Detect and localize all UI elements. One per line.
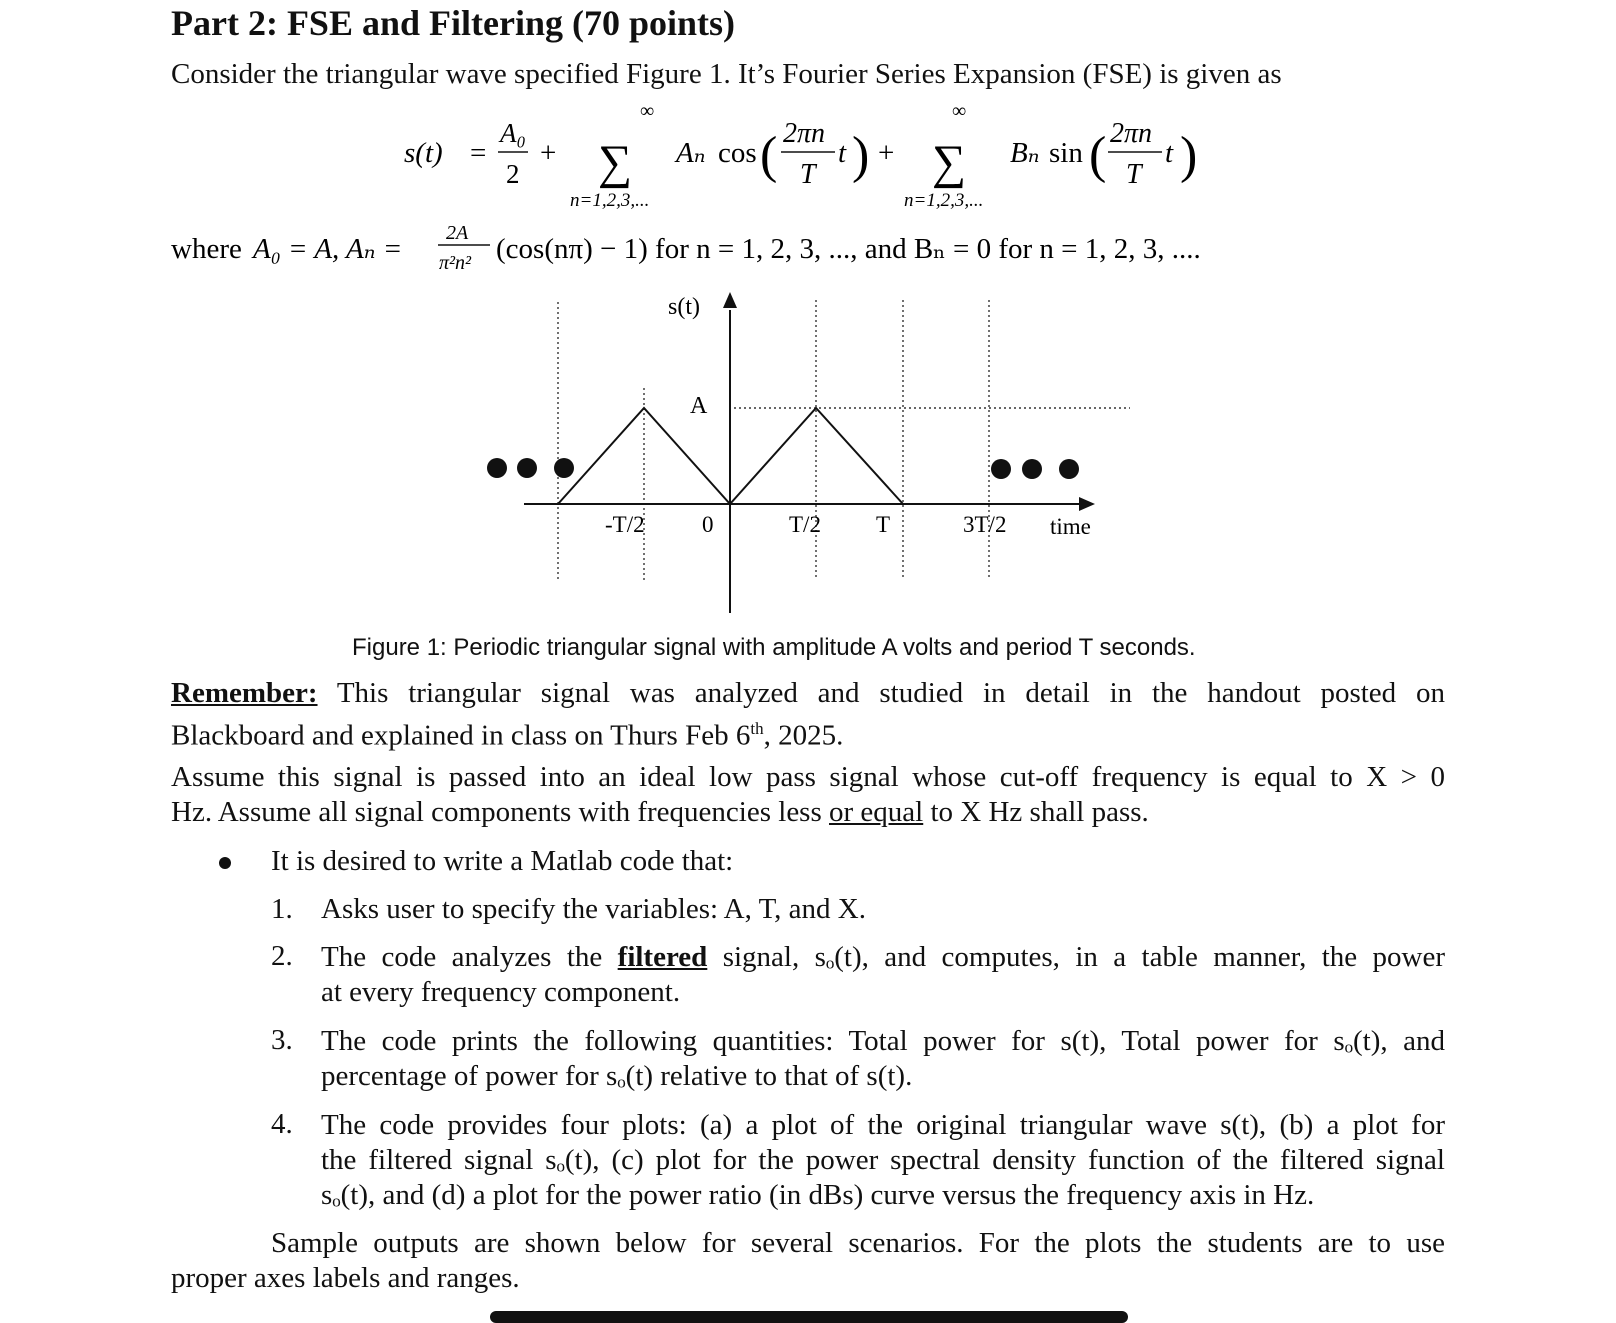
item-2-text — [321, 940, 1445, 1010]
eq-cos-coef: Aₙ — [676, 137, 706, 169]
where-line — [0, 216, 1616, 286]
scroll-indicator[interactable] — [490, 1311, 1128, 1323]
page-title: Part 2: FSE and Filtering (70 points) — [171, 3, 735, 43]
eq-arg2-var: t — [1165, 137, 1174, 169]
assume-line2-post: to X Hz shall pass. — [930, 796, 1149, 828]
y-axis-label: s(t) — [668, 294, 700, 320]
eq-sum2-top: ∞ — [952, 100, 967, 122]
eq-sum2-sigma: ∑ — [932, 136, 967, 189]
item-4-text — [321, 1108, 1445, 1213]
item-4-line1: The code provides four plots: (a) a plot of the original triangular wave s(t), (b) a plot for — [321, 1109, 1445, 1141]
eq-a0-den: 2 — [506, 159, 520, 189]
eq-a0-num: A₀ — [500, 118, 526, 148]
svg-text:+: + — [878, 137, 895, 169]
remember-label: Remember: — [171, 677, 318, 709]
figure-triangular-wave — [0, 280, 1616, 620]
eq-sum1-bottom: n=1,2,3,... — [570, 190, 650, 211]
tick-minus-half-period: -T/2 — [605, 512, 645, 537]
remember-paragraph — [171, 676, 1445, 754]
item-3-line1: The code prints the following quantities: Total power for s(t), Total power for sₒ(t), and — [321, 1025, 1445, 1057]
item-3-line2: percentage of power for sₒ(t) relative to that of s(t). — [321, 1060, 913, 1092]
item-1-text: Asks user to specify the variables: A, T, and X. — [321, 893, 866, 925]
svg-text:(: ( — [760, 127, 778, 184]
where-frac-num: 2A — [446, 222, 469, 244]
where-frac-den: π²n² — [439, 252, 472, 274]
item-2-line2: at every frequency component. — [321, 976, 681, 1008]
figure-caption: Figure 1: Periodic triangular signal with amplitude A volts and period T seconds. — [352, 634, 1196, 661]
svg-text:+: + — [540, 137, 557, 169]
svg-text:): ) — [852, 127, 870, 184]
item-4-number: 4. — [271, 1108, 293, 1140]
eq-sum1-top: ∞ — [640, 100, 655, 122]
amplitude-axis-arrow — [723, 292, 737, 308]
svg-text:(: ( — [1089, 127, 1107, 184]
eq-sum1-sigma: ∑ — [598, 136, 633, 189]
where-rest: (cos(nπ) − 1) for n = 1, 2, 3, ..., and Bₙ = 0 for n = 1, 2, 3, .... — [496, 233, 1201, 265]
eq-lhs: s(t) — [404, 137, 443, 169]
remember-line2-sup: th — [750, 719, 764, 738]
eq-arg1-num: 2πn — [783, 118, 826, 149]
assume-line2-pre: Hz. Assume all signal components with frequencies less — [171, 796, 822, 828]
intro-text: Consider the triangular wave specified Figure 1. It’s Fourier Series Expansion (FSE) is given as — [171, 58, 1282, 90]
remember-line1: This triangular signal was analyzed and studied in detail in the handout posted on — [336, 677, 1445, 709]
tick-three-half-period: 3T/2 — [963, 512, 1007, 537]
bullet-dot — [219, 857, 231, 869]
assume-line1: Assume this signal is passed into an ideal low pass signal whose cut-off frequency is equal to X > 0 — [171, 761, 1445, 793]
tick-zero: 0 — [702, 512, 714, 537]
eq-sin-coef: Bₙ — [1010, 137, 1040, 169]
continuation-dots — [487, 458, 1079, 479]
tick-half-period: T/2 — [789, 512, 821, 537]
eq-arg1-den: T — [800, 159, 816, 190]
eq-sin-fn: sin — [1049, 137, 1083, 169]
item-4-line2: the filtered signal sₒ(t), (c) plot for the power spectral density function of the filtered signal — [321, 1144, 1445, 1176]
eq-sum2-bottom: n=1,2,3,... — [904, 190, 984, 211]
x-axis-label: time — [1050, 514, 1091, 539]
eq-arg2-den: T — [1126, 159, 1142, 190]
remember-line2-pre: Blackboard and explained in class on Thurs Feb 6 — [171, 719, 751, 752]
eq-arg2-num: 2πn — [1110, 118, 1153, 149]
item-2-number: 2. — [271, 940, 293, 972]
tick-period: T — [876, 512, 891, 537]
time-axis-arrow — [1079, 497, 1095, 511]
item-1-number: 1. — [271, 893, 293, 925]
item-2-post: signal, sₒ(t), and computes, in a table manner, the power — [722, 941, 1445, 973]
svg-text:=: = — [470, 137, 487, 169]
item-4-line3: sₒ(t), and (d) a plot for the power ratio (in dBs) curve versus the frequency axis in Hz. — [321, 1179, 1315, 1211]
where-lead: where — [171, 233, 242, 265]
where-a0-def: A₀ = A, Aₙ = — [253, 233, 403, 265]
sample-line1: Sample outputs are shown below for several scenarios. For the plots the students are to use — [271, 1227, 1445, 1259]
svg-text:): ) — [1180, 127, 1198, 184]
assume-line2-underlined: or equal — [829, 796, 924, 828]
fse-equation — [0, 100, 1616, 220]
bullet-text: It is desired to write a Matlab code that: — [271, 845, 734, 877]
assume-paragraph — [171, 760, 1445, 830]
item-3-text — [321, 1024, 1445, 1094]
sample-line2: proper axes labels and ranges. — [171, 1262, 520, 1294]
sample-paragraph — [171, 1226, 1445, 1296]
eq-cos-fn: cos — [718, 137, 757, 169]
item-2-pre: The code analyzes the — [321, 941, 603, 973]
remember-line2-post: , 2025. — [763, 719, 844, 752]
item-2-bold: filtered — [617, 941, 708, 973]
amplitude-label: A — [690, 393, 708, 419]
eq-arg1-var: t — [838, 137, 847, 169]
item-3-number: 3. — [271, 1024, 293, 1056]
